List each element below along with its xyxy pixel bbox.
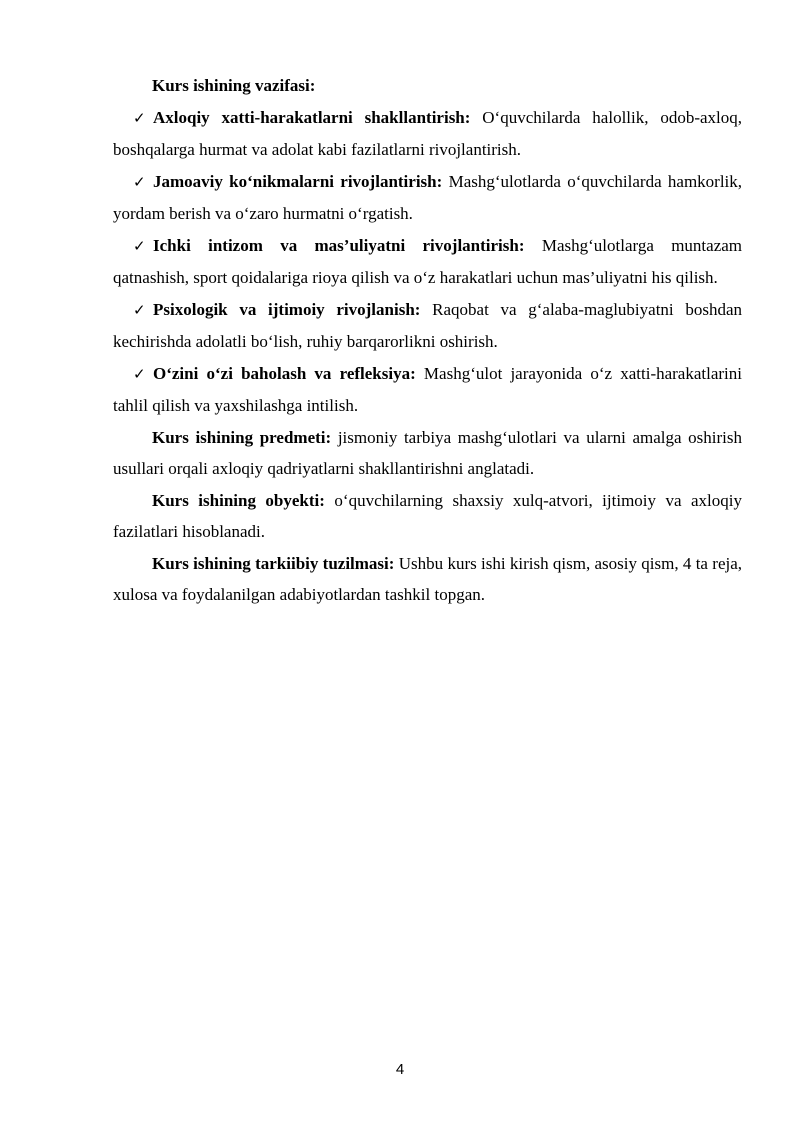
structure-title: Kurs ishining tarkiibiy tuzilmasi: <box>152 553 395 573</box>
structure-text: Ushbu kurs ishi kirish qism, asosiy qism, 4 ta reja, xulosa va foydalanilgan adabiyotlardan tashkil topgan. <box>113 553 743 604</box>
object-text: o‘quvchilarning shaxsiy xulq-atvori, ijtimoiy va axloqiy fazilatlari hisoblanadi. <box>113 490 742 541</box>
subject-text: jismoniy tarbiya mashg‘ulotlari va ularni amalga oshirish usullari orqali axloqiy qadriyatlarni shakllantirishni anglatadi. <box>113 427 743 478</box>
task-text: O‘quvchilarda halollik, odob-axloq, boshqalarga hurmat va adolat kabi fazilatlarni rivojlantirish. <box>113 107 742 159</box>
task-title: Axloqiy xatti-harakatlarni shakllantirish: <box>153 107 471 127</box>
section-heading: Kurs ishining vazifasi: <box>152 76 316 95</box>
page-number: 4 <box>395 1061 405 1078</box>
subject-title: Kurs ishining predmeti: <box>152 427 332 447</box>
task-title: O‘zini o‘zi baholash va refleksiya: <box>153 363 416 383</box>
task-item-3 <box>113 230 742 294</box>
task-item-1 <box>113 102 742 166</box>
object-title: Kurs ishining obyekti: <box>152 490 325 510</box>
task-item-5 <box>113 358 742 422</box>
task-text: Mashg‘ulot jarayonida o‘z xatti-harakatlarini tahlil qilish va yaxshilashga intilish. <box>113 363 742 415</box>
checkmark-icon: ✓ <box>133 108 146 127</box>
task-text: Mashg‘ulotlarga muntazam qatnashish, sport qoidalariga rioya qilish va o‘z harakatlari uchun mas’uliyatni his qilish. <box>113 235 743 287</box>
subject-paragraph <box>113 422 742 485</box>
task-item-4 <box>113 294 742 358</box>
checkmark-icon: ✓ <box>133 172 146 191</box>
checkmark-icon: ✓ <box>133 364 146 383</box>
checkmark-icon: ✓ <box>133 236 146 255</box>
task-text: Raqobat va g‘alaba-maglubiyatni boshdan kechirishda adolatli bo‘lish, ruhiy barqarorlikni oshirish. <box>113 299 743 351</box>
task-item-2 <box>113 166 742 230</box>
task-title: Jamoaviy ko‘nikmalarni rivojlantirish: <box>153 171 443 191</box>
task-title: Psixologik va ijtimoiy rivojlanish: <box>153 299 421 319</box>
object-paragraph <box>113 485 742 548</box>
checkmark-icon: ✓ <box>133 300 146 319</box>
document-page <box>113 70 742 611</box>
task-text: Mashg‘ulotlarda o‘quvchilarda hamkorlik, yordam berish va o‘zaro hurmatni o‘rgatish. <box>113 171 743 223</box>
structure-paragraph <box>113 548 742 611</box>
task-title: Ichki intizom va mas’uliyatni rivojlantirish: <box>153 235 525 255</box>
